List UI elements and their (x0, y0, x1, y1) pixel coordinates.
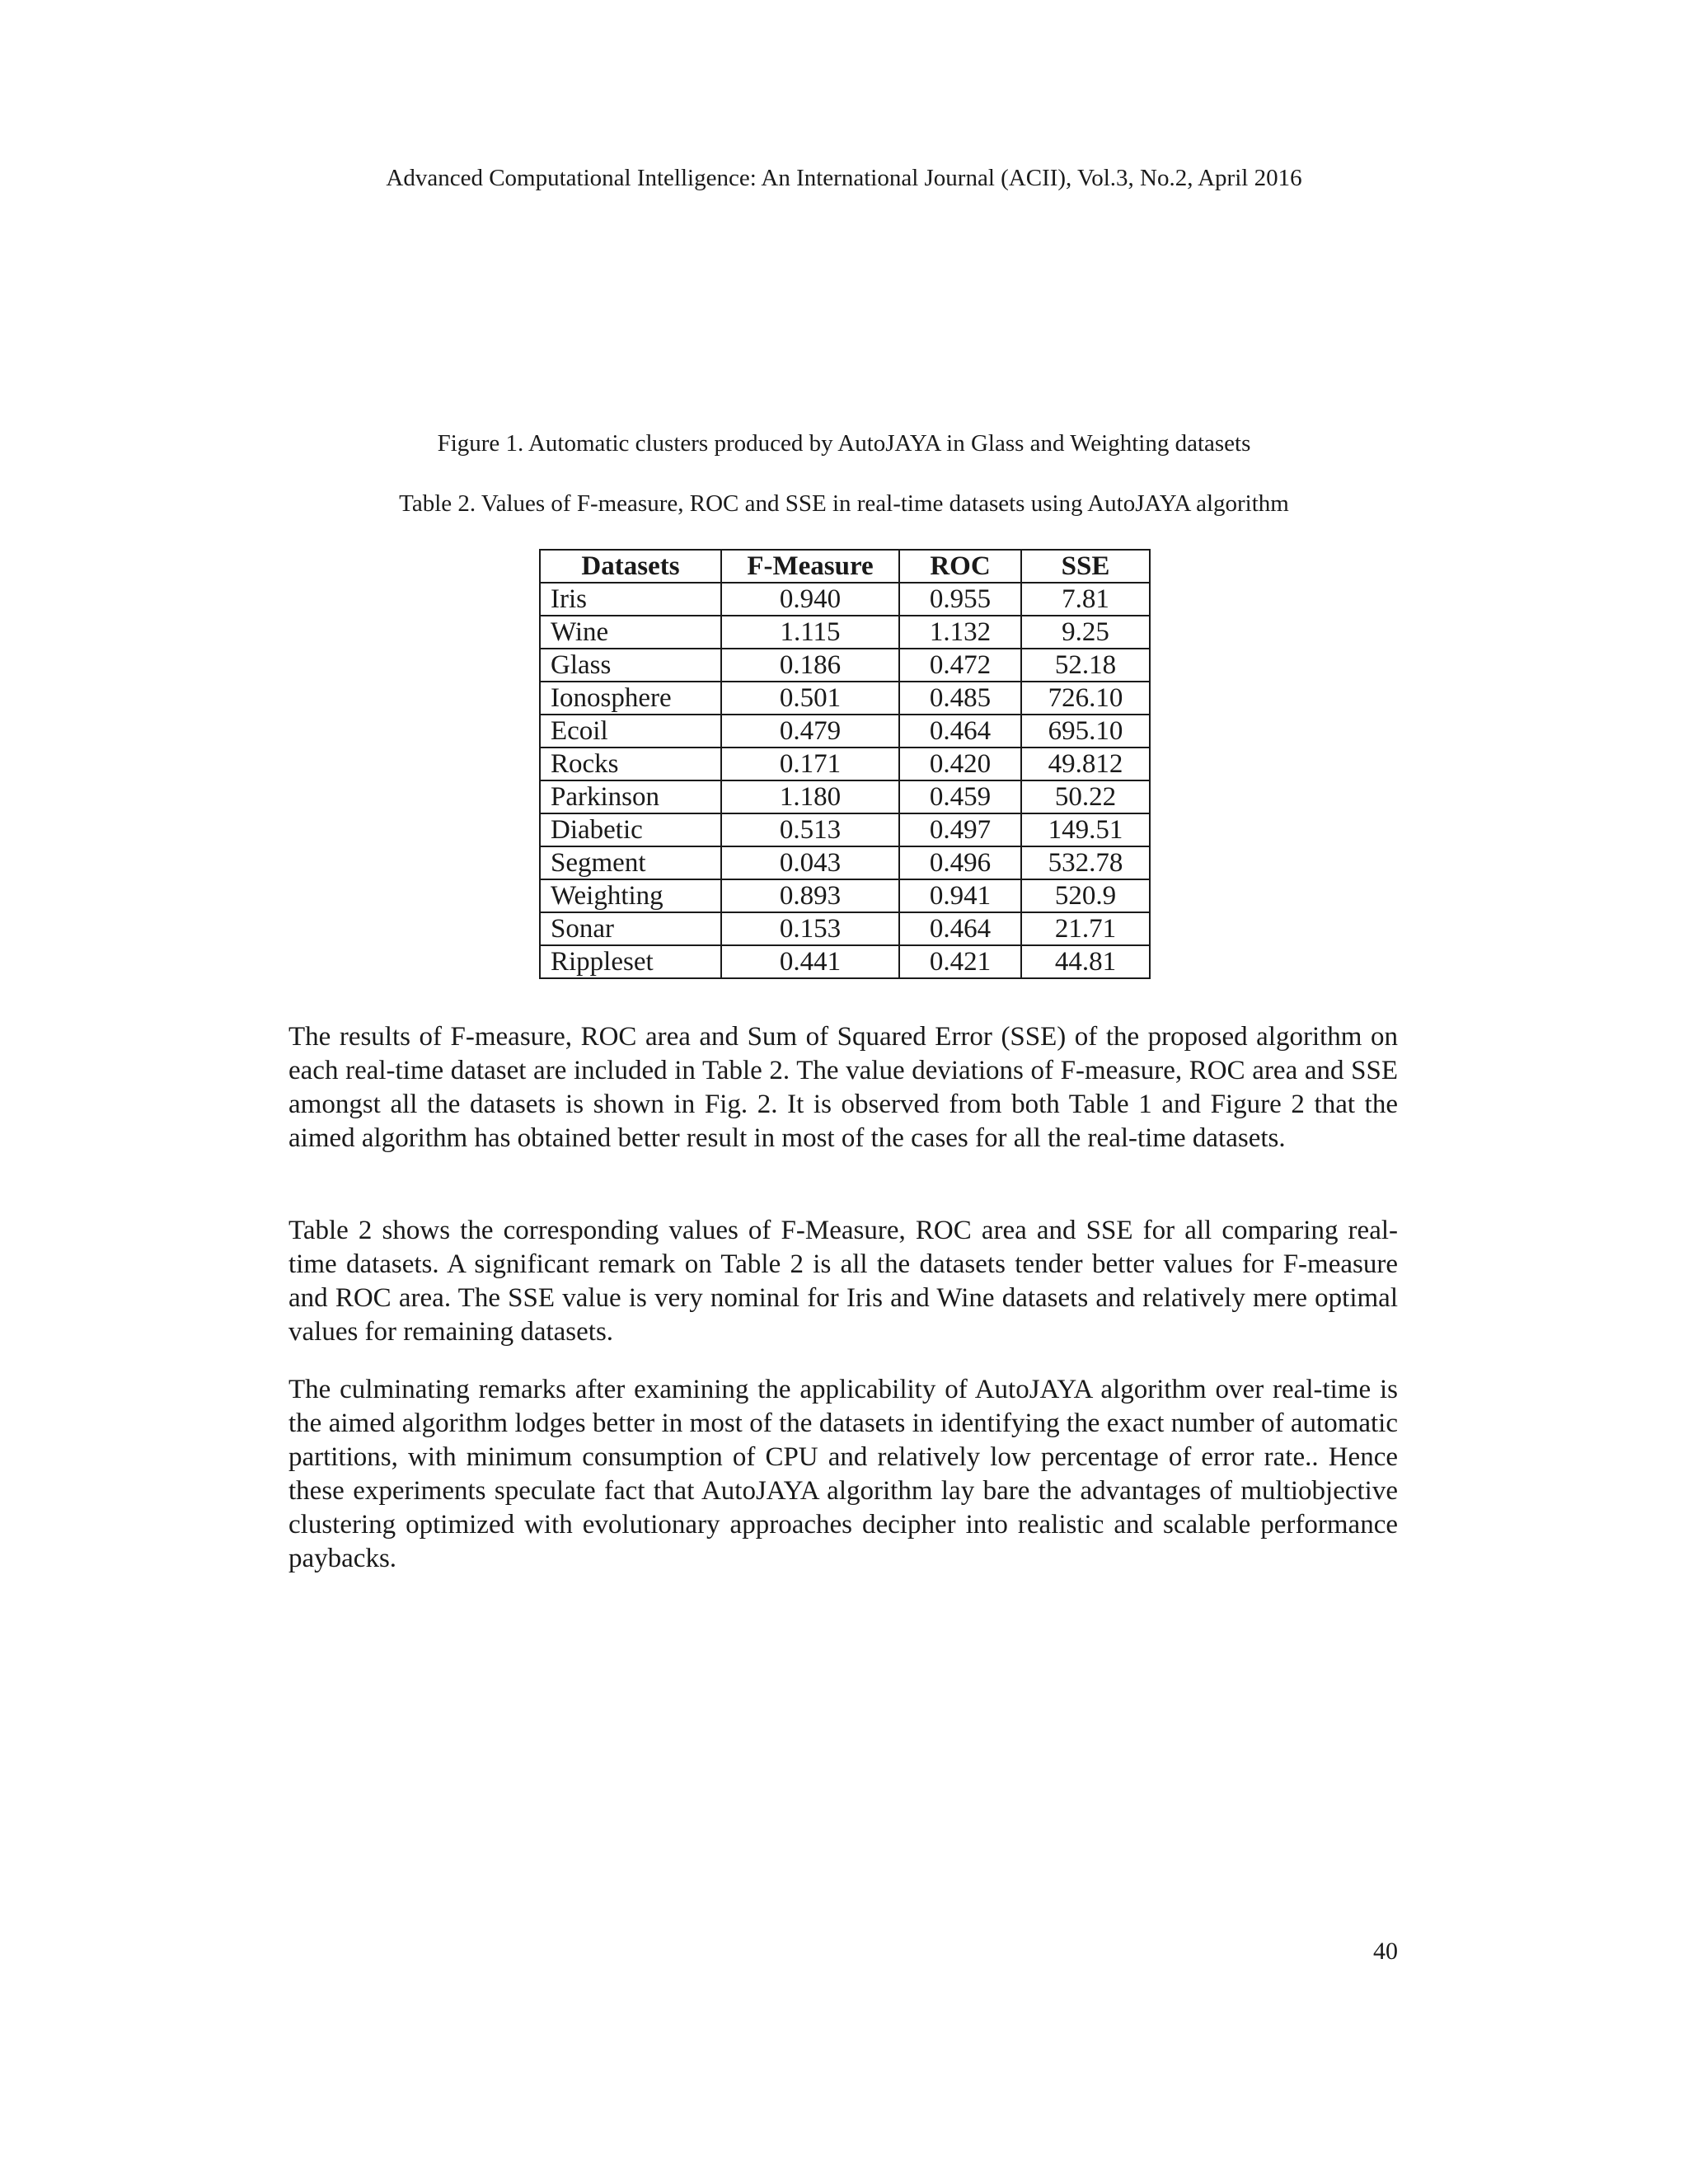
dataset-name-cell: Ionosphere (540, 682, 721, 715)
f-measure-cell: 0.501 (721, 682, 899, 715)
table-row (540, 583, 1150, 616)
roc-cell: 1.132 (899, 616, 1021, 649)
f-measure-cell: 0.043 (721, 846, 899, 879)
f-measure-cell: 0.171 (721, 748, 899, 780)
f-measure-cell: 0.893 (721, 879, 899, 912)
f-measure-cell: 0.479 (721, 715, 899, 748)
column-header: ROC (899, 550, 1021, 583)
sse-cell: 532.78 (1021, 846, 1150, 879)
dataset-name-cell: Weighting (540, 879, 721, 912)
dataset-name-cell: Parkinson (540, 780, 721, 813)
sse-cell: 149.51 (1021, 813, 1150, 846)
roc-cell: 0.464 (899, 912, 1021, 945)
dataset-name-cell: Segment (540, 846, 721, 879)
sse-cell: 49.812 (1021, 748, 1150, 780)
dataset-name-cell: Iris (540, 583, 721, 616)
table-row (540, 945, 1150, 978)
roc-cell: 0.485 (899, 682, 1021, 715)
sse-cell: 520.9 (1021, 879, 1150, 912)
sse-cell: 7.81 (1021, 583, 1150, 616)
f-measure-cell: 0.186 (721, 649, 899, 682)
dataset-name-cell: Wine (540, 616, 721, 649)
column-header: F-Measure (721, 550, 899, 583)
sse-cell: 52.18 (1021, 649, 1150, 682)
body-paragraph: Table 2 shows the corresponding values of F-Measure, ROC area and SSE for all comparing real-time datasets. A significant remark on Table 2 is all the datasets tender better values for F-measure and ROC area. The SSE value is very nominal for Iris and Wine datasets and relatively mere optimal values for remaining datasets. (288, 1216, 1398, 1347)
results-table (539, 549, 1151, 979)
dataset-name-cell: Sonar (540, 912, 721, 945)
roc-cell: 0.941 (899, 879, 1021, 912)
sse-cell: 44.81 (1021, 945, 1150, 978)
roc-cell: 0.464 (899, 715, 1021, 748)
column-header: Datasets (540, 550, 721, 583)
page-number: 40 (1373, 1938, 1398, 1965)
f-measure-cell: 0.153 (721, 912, 899, 945)
f-measure-cell: 0.940 (721, 583, 899, 616)
body-paragraph: The culminating remarks after examining the applicability of AutoJAYA algorithm over real-time is the aimed algorithm lodges better in most of the datasets in identifying the exact number of automatic partitions, with minimum consumption of CPU and relatively low percentage of error rate.. Hence these experiments speculate fact that AutoJAYA algorithm lay bare the advantages of multiobjective clustering optimized with evolutionary approaches decipher into realistic and scalable performance paybacks. (288, 1375, 1398, 1573)
table-row (540, 879, 1150, 912)
roc-cell: 0.496 (899, 846, 1021, 879)
table-header-row (540, 550, 1150, 583)
sse-cell: 21.71 (1021, 912, 1150, 945)
column-header: SSE (1021, 550, 1150, 583)
f-measure-cell: 0.441 (721, 945, 899, 978)
table-row (540, 780, 1150, 813)
f-measure-cell: 0.513 (721, 813, 899, 846)
sse-cell: 726.10 (1021, 682, 1150, 715)
roc-cell: 0.420 (899, 748, 1021, 780)
roc-cell: 0.459 (899, 780, 1021, 813)
table-row (540, 912, 1150, 945)
table-row (540, 682, 1150, 715)
dataset-name-cell: Rocks (540, 748, 721, 780)
table-row (540, 715, 1150, 748)
table-caption: Table 2. Values of F-measure, ROC and SSE in real-time datasets using AutoJAYA algorithm (399, 490, 1289, 517)
sse-cell: 695.10 (1021, 715, 1150, 748)
dataset-name-cell: Ecoil (540, 715, 721, 748)
table-row (540, 649, 1150, 682)
figure-caption: Figure 1. Automatic clusters produced by AutoJAYA in Glass and Weighting datasets (437, 430, 1251, 457)
table-row (540, 616, 1150, 649)
sse-cell: 50.22 (1021, 780, 1150, 813)
roc-cell: 0.955 (899, 583, 1021, 616)
roc-cell: 0.497 (899, 813, 1021, 846)
running-header: Advanced Computational Intelligence: An International Journal (ACII), Vol.3, No.2, April 2016 (386, 165, 1302, 191)
f-measure-cell: 1.115 (721, 616, 899, 649)
table-row (540, 846, 1150, 879)
dataset-name-cell: Diabetic (540, 813, 721, 846)
dataset-name-cell: Rippleset (540, 945, 721, 978)
roc-cell: 0.421 (899, 945, 1021, 978)
f-measure-cell: 1.180 (721, 780, 899, 813)
roc-cell: 0.472 (899, 649, 1021, 682)
dataset-name-cell: Glass (540, 649, 721, 682)
table-row (540, 748, 1150, 780)
body-paragraph: The results of F-measure, ROC area and Sum of Squared Error (SSE) of the proposed algorithm on each real-time dataset are included in Table 2. The value deviations of F-measure, ROC area and SSE amongst all the datasets is shown in Fig. 2. It is observed from both Table 1 and Figure 2 that the aimed algorithm has obtained better result in most of the cases for all the real-time datasets. (288, 1022, 1398, 1153)
table-row (540, 813, 1150, 846)
sse-cell: 9.25 (1021, 616, 1150, 649)
